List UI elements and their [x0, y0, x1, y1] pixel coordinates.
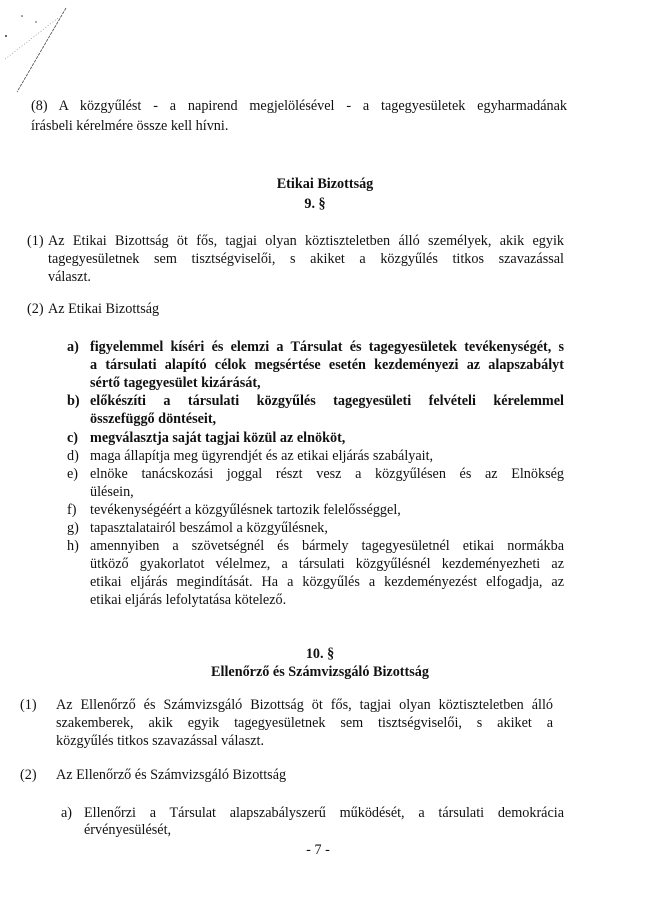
item-label-h: h)	[67, 538, 79, 554]
section-9-p1-label: (1)	[27, 233, 44, 249]
section-9-p1-line-2: tagegyesületnek sem tisztségviselői, s akiket a közgyűlés titkos szavazással	[48, 251, 564, 267]
section-9-p1-line-1: Az Etikai Bizottság öt fős, tagjai olyan köztiszteletben álló személyek, akik egyik	[48, 233, 564, 249]
section-9-p2-text: Az Etikai Bizottság	[48, 301, 160, 317]
item-h-line-1: amennyiben a szövetségnél és bármely tagegyesületnél etikai normákba	[90, 538, 564, 554]
scan-artifact-scribble	[0, 0, 80, 100]
item-label-g: g)	[67, 520, 79, 536]
section-10-p2-label: (2)	[20, 767, 37, 783]
section-10-title: Ellenőrző és Számvizsgáló Bizottság	[211, 664, 429, 680]
item-label-d: d)	[67, 448, 79, 464]
section-10-item-label-a: a)	[61, 805, 73, 821]
page-number: - 7 -	[306, 842, 330, 858]
item-a-line-3: sértő tagegyesület kizárását,	[90, 375, 261, 391]
item-e-line-2: ülésein,	[90, 484, 134, 500]
item-label-f: f)	[67, 502, 77, 518]
section-10-p1-line-1: Az Ellenőrző és Számvizsgáló Bizottság öt fős, tagjai olyan köztiszteletben álló	[56, 697, 553, 713]
item-h-line-3: etikai eljárás megindítását. Ha a közgyűlés a kezdeményezést elfogadja, az	[90, 574, 564, 590]
item-f-line-1: tevékenységéért a közgyűlésnek tartozik felelősséggel,	[90, 502, 401, 518]
item-g-line-1: tapasztalatairól beszámol a közgyűlésnek,	[90, 520, 328, 536]
section-10-p1-line-3: közgyűlés titkos szavazással választ.	[56, 733, 265, 749]
section-9-p2-label: (2)	[27, 301, 44, 317]
item-b-line-2: összefüggő döntéseit,	[90, 411, 217, 427]
item-label-b: b)	[67, 393, 80, 409]
item-label-e: e)	[67, 466, 79, 482]
section-10-item-a-line-2: érvényesülését,	[84, 822, 172, 838]
item-a-line-2: a társulati alapító célok megsértése esetén kezdeményezi az alapszabályt	[90, 357, 564, 373]
section-10-p1-label: (1)	[20, 697, 37, 713]
item-b-line-1: előkészíti a társulati közgyűlés tagegyesületi felvételi kérelemmel	[90, 393, 564, 409]
item-label-a: a)	[67, 339, 79, 355]
item-a-line-1: figyelemmel kíséri és elemzi a Társulat és tagegyesületek tevékenységét, s	[90, 339, 564, 355]
section-9-title: Etikai Bizottság	[276, 176, 374, 192]
item-h-line-4: etikai eljárás lefolytatása kötelező.	[90, 592, 287, 608]
item-e-line-1: elnöke tanácskozási joggal részt vesz a közgyűlésen és az Elnökség	[90, 466, 564, 482]
section-10-p2-text: Az Ellenőrző és Számvizsgáló Bizottság	[56, 767, 287, 783]
section-9-p1-line-3: választ.	[48, 269, 91, 285]
item-d-line-1: maga állapítja meg ügyrendjét és az etikai eljárás szabályait,	[90, 448, 434, 464]
paragraph-8-line-1: (8) A közgyűlést - a napirend megjelölésével - a tagegyesületek egyharmadának	[31, 98, 567, 114]
section-9-number: 9. §	[304, 196, 326, 212]
paragraph-8-line-2: írásbeli kérelmére össze kell hívni.	[31, 118, 229, 134]
item-c-line-1: megválasztja saját tagjai közül az elnököt,	[90, 430, 346, 446]
section-10-p1-line-2: szakemberek, akik egyik tagegyesületnek sem tisztségviselői, s akiket a	[56, 715, 553, 731]
section-10-number: 10. §	[305, 646, 335, 662]
section-10-item-a-line-1: Ellenőrzi a Társulat alapszabályszerű működését, a társulati demokrácia	[84, 805, 564, 821]
item-h-line-2: ütköző gyakorlatot vélelmez, a társulati közgyűlésnél kezdeményezheti az	[90, 556, 564, 572]
item-label-c: c)	[67, 430, 79, 446]
